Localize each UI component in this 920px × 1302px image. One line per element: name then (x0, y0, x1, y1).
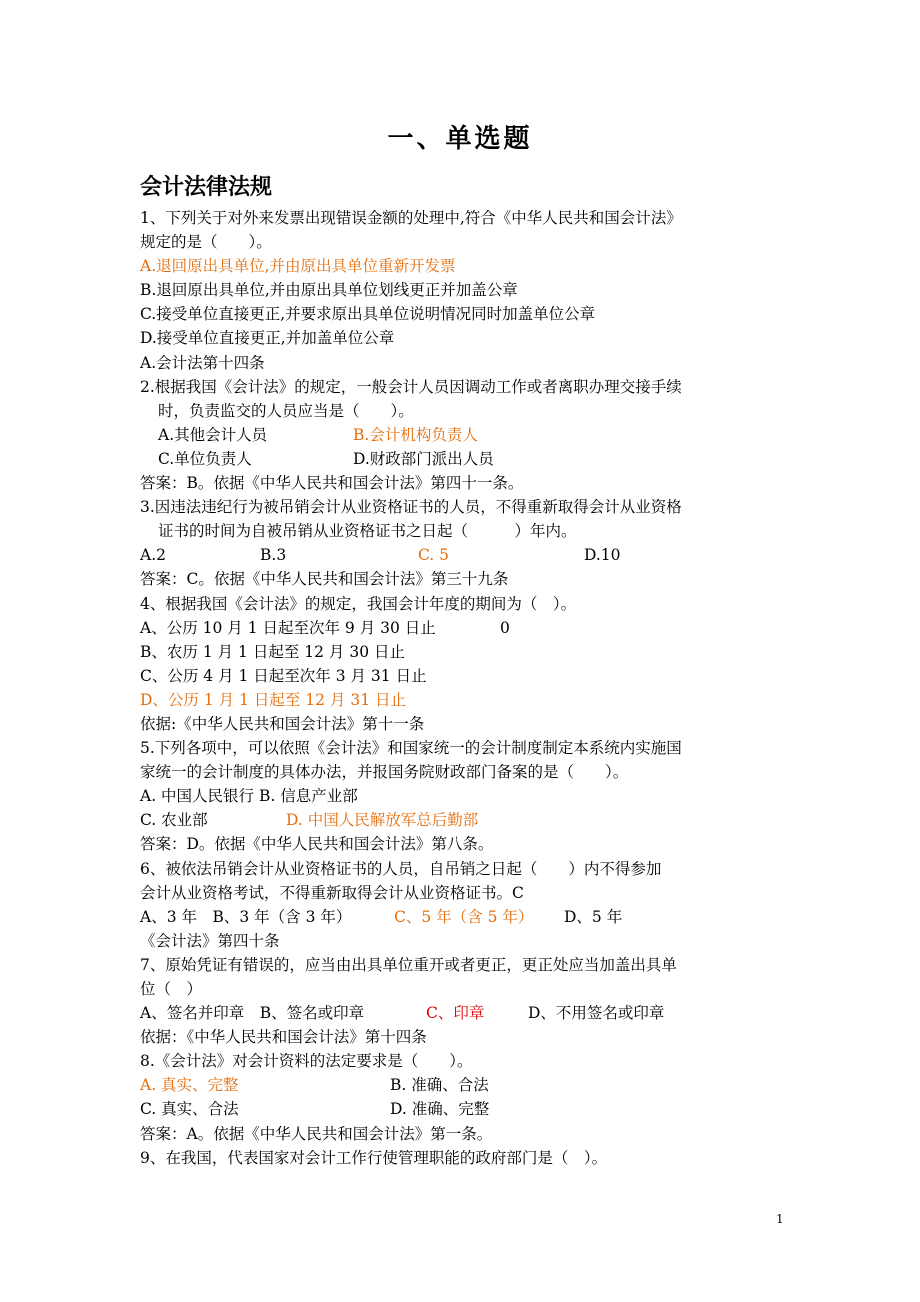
q8-options-row-1 (140, 1073, 790, 1097)
q1-option-b: B.退回原出具单位,并由原出具单位划线更正并加盖公章 (140, 281, 518, 300)
q3-answer: 答案：C。依据《中华人民共和国会计法》第三十九条 (140, 570, 509, 589)
q8-answer: 答案：A。依据《中华人民共和国会计法》第一条。 (140, 1124, 493, 1143)
q7-stem-line-1: 7、原始凭证有错误的，应当由出具单位重开或者更正，更正处应当加盖出具单 (140, 955, 677, 974)
q1-option-c: C.接受单位直接更正,并要求原出具单位说明情况同时加盖单位公章 (140, 305, 596, 324)
q7-option-d: D、不用签名或印章 (528, 1004, 665, 1023)
q3-option-a: A.2 (140, 546, 166, 565)
q3-stem-line-1: 3.因违法违纪行为被吊销会计从业资格证书的人员，不得重新取得会计从业资格 (140, 498, 682, 517)
q4-answer: 依据:《中华人民共和国会计法》第十一条 (140, 714, 425, 733)
question-list (140, 206, 790, 1170)
q2-option-b-correct: B.会计机构负责人 (353, 425, 478, 444)
q3-option-c-correct: C. 5 (418, 546, 450, 565)
q8-options-row-2 (140, 1097, 790, 1121)
page-number: 1 (776, 1212, 784, 1226)
q7-option-ab: A、签名并印章 B、签名或印章 (140, 1004, 365, 1023)
q1-answer: A.会计法第十四条 (140, 353, 265, 372)
q5-options-ab: A. 中国人民银行 B. 信息产业部 (140, 787, 358, 806)
q4-option-c: C、公历 4 月 1 日起至次年 3 月 31 日止 (140, 666, 427, 685)
q2-stem-line-1: 2.根据我国《会计法》的规定，一般会计人员因调动工作或者离职办理交接手续 (140, 377, 682, 396)
q7-answer: 依据：《中华人民共和国会计法》第十四条 (140, 1028, 427, 1047)
q2-stem-line-2: 时，负责监交的人员应当是（ ）。 (158, 401, 414, 420)
q6-option-c-correct: C、5 年（含 5 年） (394, 907, 534, 926)
q5-answer: 答案：D。依据《中华人民共和国会计法》第八条。 (140, 835, 494, 854)
q3-options-row (140, 543, 790, 567)
q2-options-row-1 (140, 423, 790, 447)
q6-option-d: D、5 年 (564, 907, 623, 926)
q5-option-c: C. 农业部 (140, 811, 208, 830)
q8-option-b: B. 准确、合法 (390, 1076, 489, 1095)
page-title: 一、单选题 (387, 124, 533, 154)
q5-option-d-correct: D. 中国人民解放军总后勤部 (286, 811, 479, 830)
q8-option-d: D. 准确、完整 (390, 1100, 490, 1119)
q7-options-row (140, 1001, 790, 1025)
q4-option-a-mark: 0 (500, 618, 510, 637)
q6-options-row (140, 905, 790, 929)
q1-stem-line-2: 规定的是（ ）。 (140, 233, 272, 252)
q3-option-b: B.3 (260, 546, 287, 565)
q2-option-d: D.财政部门派出人员 (353, 449, 494, 468)
q6-stem-line-2: 会计从业资格考试，不得重新取得会计从业资格证书。C (140, 883, 524, 902)
q9-stem: 9、在我国，代表国家对会计工作行使管理职能的政府部门是（ ）。 (140, 1148, 608, 1167)
q8-option-a-correct: A. 真实、完整 (140, 1076, 239, 1095)
q2-option-c: C.单位负责人 (158, 449, 252, 468)
q5-options-cd-row (140, 808, 790, 832)
q2-answer: 答案：B。依据《中华人民共和国会计法》第四十一条。 (140, 474, 524, 493)
q7-stem-line-2: 位（ ） (140, 980, 203, 998)
q4-option-a: A、公历 10 月 1 日起至次年 9 月 30 日止 (140, 618, 436, 637)
q8-option-c: C. 真实、合法 (140, 1100, 239, 1119)
q4-option-b: B、农历 1 月 1 日起至 12 月 30 日止 (140, 642, 405, 661)
q6-stem-line-1: 6、被依法吊销会计从业资格证书的人员，自吊销之日起（ ）内不得参加 (140, 859, 662, 878)
q4-option-a-row (140, 616, 790, 640)
q4-option-d-correct: D、公历 1 月 1 日起至 12 月 31 日止 (140, 690, 407, 709)
q7-option-c-correct: C、印章 (426, 1004, 485, 1023)
q1-option-d: D.接受单位直接更正,并加盖单位公章 (140, 329, 395, 348)
q3-option-d: D.10 (584, 546, 621, 565)
q3-stem-line-2: 证书的时间为自被吊销从业资格证书之日起（ ）年内。 (158, 522, 577, 541)
q5-stem-line-1: 5.下列各项中，可以依照《会计法》和国家统一的会计制度制定本系统内实施国 (140, 739, 682, 758)
q1-stem-line-1: 1、下列关于对外来发票出现错误金额的处理中,符合《中华人民共和国会计法》 (140, 209, 682, 227)
q6-answer: 《会计法》第四十条 (140, 931, 280, 950)
q4-stem: 4、根据我国《会计法》的规定，我国会计年度的期间为（ ）。 (140, 594, 577, 613)
q2-option-a: A.其他会计人员 (158, 425, 268, 444)
q6-option-ab: A、3 年 B、3 年（含 3 年） (140, 907, 352, 926)
q1-option-a-correct: A.退回原出具单位,并由原出具单位重新开发票 (140, 257, 456, 276)
q2-options-row-2 (140, 447, 790, 471)
q8-stem: 8.《会计法》对会计资料的法定要求是（ ）。 (140, 1052, 473, 1071)
section-heading: 会计法律法规 (140, 175, 273, 200)
q5-stem-line-2: 家统一的会计制度的具体办法，并报国务院财政部门备案的是（ ）。 (140, 763, 629, 782)
